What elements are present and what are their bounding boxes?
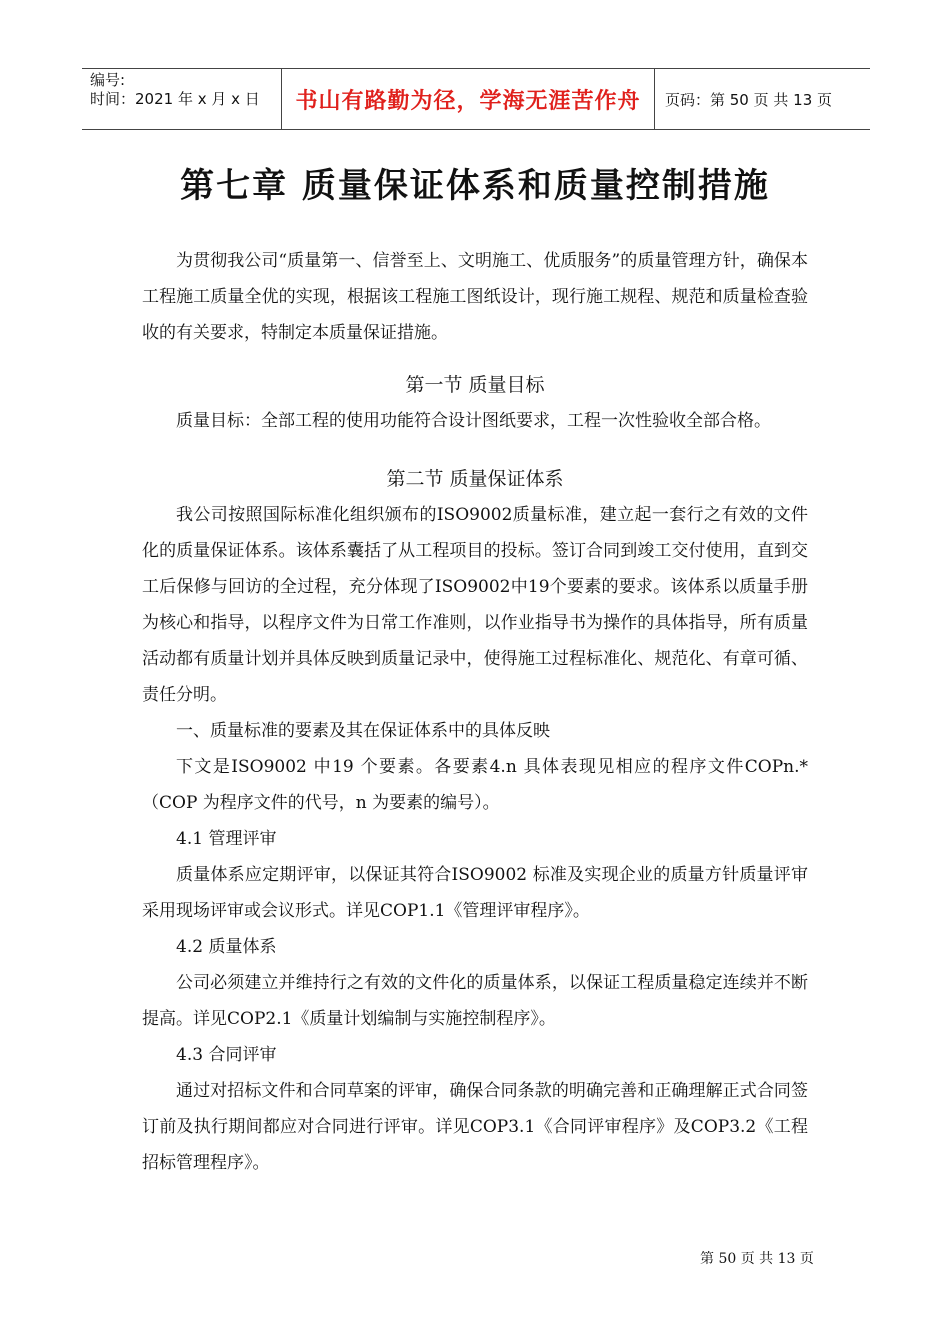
item-4-2-text: 公司必须建立并维持行之有效的文件化的质量体系，以保证工程质量稳定连续并不断提高。详见COP2.1《质量计划编制与实施控制程序》。: [142, 973, 808, 1029]
page-header: [82, 68, 870, 130]
section-1-heading: 第一节 质量目标: [405, 374, 545, 396]
header-meta: [82, 69, 282, 129]
subsection-1-heading: 一、质量标准的要素及其在保证体系中的具体反映: [176, 721, 550, 741]
section-2-text: 我公司按照国际标准化组织颁布的ISO9002质量标准，建立起一套行之有效的文件化的质量保证体系。该体系囊括了从工程项目的投标。签订合同到竣工交付使用，直到交工后保修与回访的全过程，充分体现了ISO9002中19个要素的要求。该体系以质量手册为核心和指导，以程序文件为日常工作准则，以作业指导书为操作的具体指导，所有质量活动都有质量计划并具体反映到质量记录中，使得施工过程标准化、规范化、有章可循、责任分明。: [142, 505, 808, 705]
header-motto: 书山有路勤为径，学海无涯苦作舟: [282, 69, 655, 129]
header-page-number: 页码：第 50 页 共 13 页: [665, 90, 833, 109]
item-4-3-text: 通过对招标文件和合同草案的评审，确保合同条款的明确完善和正确理解正式合同签订前及执行期间都应对合同进行评审。详见COP3.1《合同评审程序》及COP3.2《工程招标管理程序》。: [142, 1081, 808, 1173]
document-body: [142, 243, 808, 1181]
page-footer: 第 50 页 共 13 页: [700, 1251, 814, 1267]
date-label: 时间：2021 年 x 月 x 日: [90, 90, 260, 108]
section-2-heading: 第二节 质量保证体系: [386, 468, 564, 490]
item-4-2-heading: 4.2 质量体系: [176, 937, 277, 957]
item-4-3-heading: 4.3 合同评审: [176, 1045, 277, 1065]
item-4-1-heading: 4.1 管理评审: [176, 829, 277, 849]
chapter-title: 第七章 质量保证体系和质量控制措施: [180, 166, 770, 206]
doc-number-label: 编号:: [90, 71, 126, 89]
item-4-1-text: 质量体系应定期评审，以保证其符合ISO9002 标准及实现企业的质量方针质量评审采用现场评审或会议形式。详见COP1.1《管理评审程序》。: [142, 865, 808, 921]
section-1-text: 质量目标：全部工程的使用功能符合设计图纸要求，工程一次性验收全部合格。: [176, 411, 771, 431]
subsection-1-text: 下文是ISO9002 中19 个要素。各要素4.n 具体表现见相应的程序文件COPn.*（COP 为程序文件的代号，n 为要素的编号）。: [142, 757, 808, 813]
intro-paragraph: 为贯彻我公司“质量第一、信誉至上、文明施工、优质服务”的质量管理方针，确保本工程施工质量全优的实现，根据该工程施工图纸设计，现行施工规程、规范和质量检查验收的有关要求，特制定本质量保证措施。: [142, 251, 808, 343]
